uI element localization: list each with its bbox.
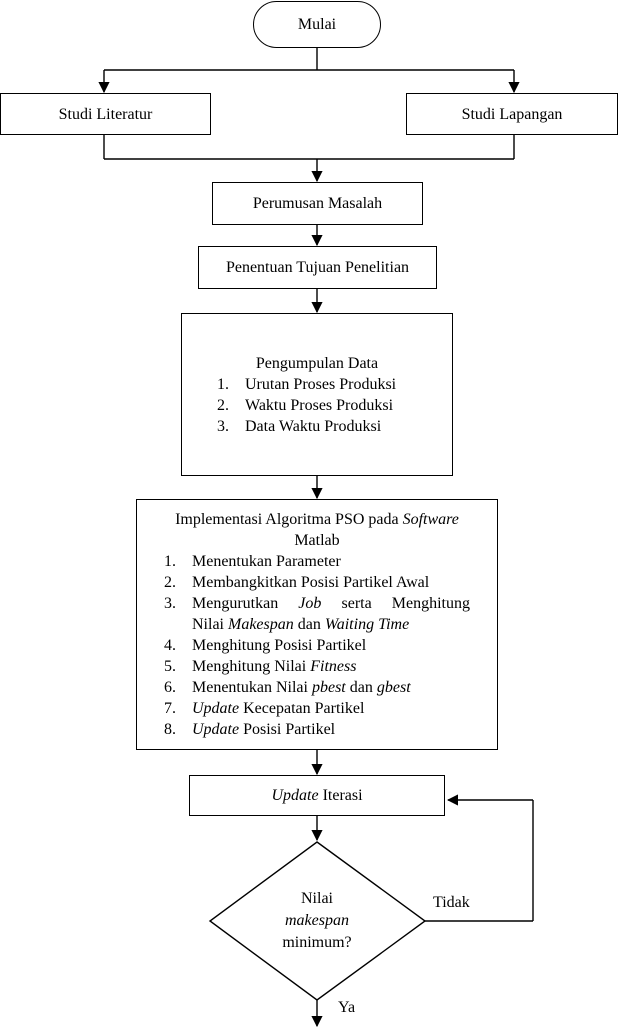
list-item: 2. Membangkitkan Posisi Partikel Awal xyxy=(164,574,430,591)
problem-label: Perumusan Masalah xyxy=(252,195,383,212)
list-item: 8. Update Posisi Partikel xyxy=(164,721,336,738)
start-label: Mulai xyxy=(297,16,337,33)
implementation-title-line2: Matlab xyxy=(294,532,340,549)
list-item: 3. Mengurutkan Job serta Menghitung Nilai Makespan dan Waiting Time xyxy=(164,595,471,633)
list-item: 2. Waktu Proses Produksi xyxy=(217,396,394,414)
start-terminal xyxy=(253,1,381,48)
field-study-box xyxy=(406,93,618,135)
item3-line1: Mengurutkan Job serta Menghitung xyxy=(192,595,471,612)
lit-review-label: Studi Literatur xyxy=(58,105,153,123)
objective-box xyxy=(198,246,437,289)
update-iteration-box xyxy=(189,775,445,816)
field-study-label: Studi Lapangan xyxy=(461,105,563,123)
data-collection-title: Pengumpulan Data xyxy=(255,354,379,372)
list-item: 6. Menentukan Nilai pbest dan gbest xyxy=(164,679,411,696)
list-item: 1. Menentukan Parameter xyxy=(164,553,341,570)
yes-label: Ya xyxy=(338,999,356,1016)
implementation-box xyxy=(136,499,498,750)
implementation-title: Implementasi Algoritma PSO pada Software xyxy=(175,511,459,528)
decision-text: Nilai makespan minimum? xyxy=(282,890,352,951)
list-item: 1. Urutan Proses Produksi xyxy=(217,375,397,393)
no-label: Tidak xyxy=(433,894,470,911)
objective-label: Penentuan Tujuan Penelitian xyxy=(225,259,410,276)
update-iteration-label: Update Iterasi xyxy=(271,787,363,804)
list-item: 7. Update Kecepatan Partikel xyxy=(164,700,365,717)
problem-box xyxy=(212,182,423,225)
list-item: 5. Menghitung Nilai Fitness xyxy=(164,658,357,675)
data-collection-box xyxy=(181,313,453,476)
lit-review-box xyxy=(0,93,211,135)
list-item: 4. Menghitung Posisi Partikel xyxy=(164,637,367,654)
list-item: 3. Data Waktu Produksi xyxy=(217,417,382,435)
